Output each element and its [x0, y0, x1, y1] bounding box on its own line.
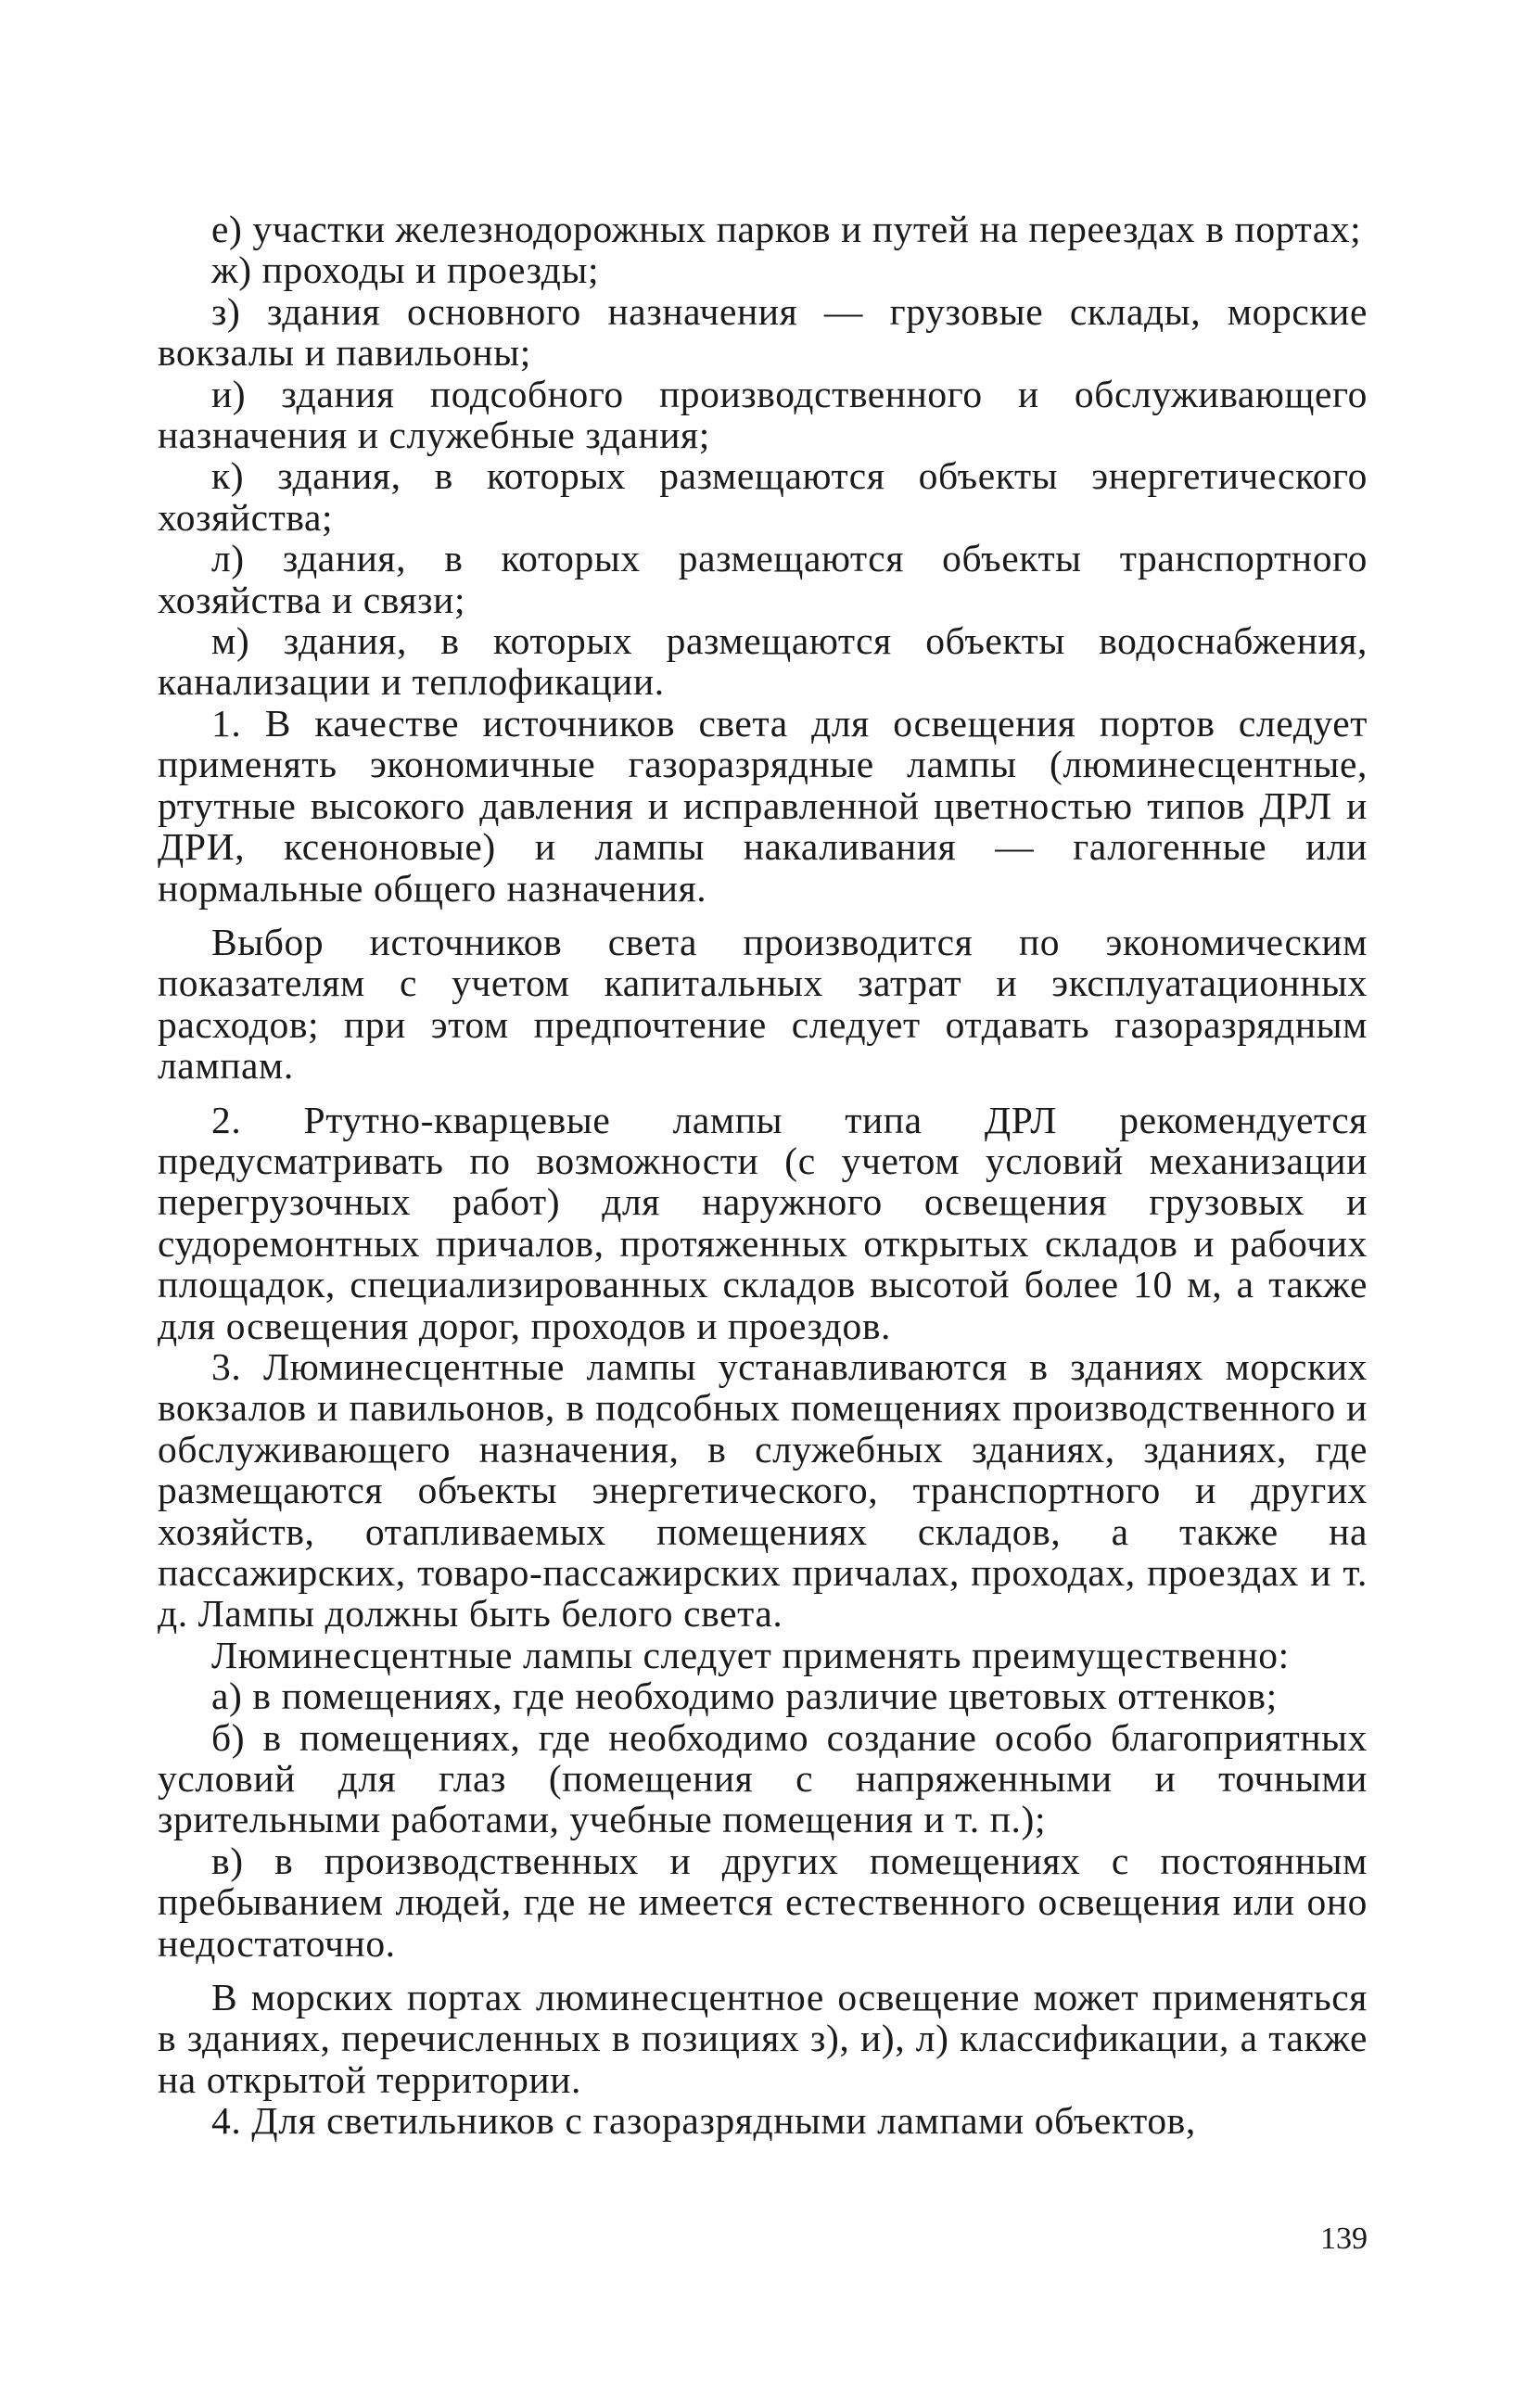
paragraph-section-4: 4. Для светильников с газоразрядными лампами объектов, — [211, 2099, 1196, 2143]
paragraph-item-z: з) здания основного назначения — грузовые склады, морские вокзалы и павильоны; — [158, 289, 1368, 375]
paragraph-light-source-choice: Выбор источников света производится по экономическим показателям с учетом капитальных затрат и эксплуатационных расходов; при этом предпочтение следует отдавать газоразрядным лампам. — [158, 920, 1368, 1088]
paragraph-item-l: л) здания, в которых размещаются объекты транспортного хозяйства и связи; — [158, 537, 1368, 621]
paragraph-fluorescent-usage: Люминесцентные лампы следует применять преимущественно: — [211, 1633, 1290, 1676]
page-text — [158, 209, 1368, 2142]
paragraph-sea-ports: В морских портах люминесцентное освещение может применяться в зданиях, перечисленных в позициях з), и), л) классификации, а также на открытой территории. — [158, 1976, 1368, 2101]
paragraph-section-1: 1. В качестве источников света для освещения портов следует применять экономичные газоразрядные лампы (люминесцентные, ртутные высокого давления и исправленной цветностью типов ДРЛ и ДРИ, ксеноновые) и лампы накаливания — галогенные или нормальные общего назначения. — [158, 701, 1368, 910]
paragraph-item-i: и) здания подсобного производственного и обслуживающего назначения и служебные здания; — [158, 372, 1368, 457]
paragraph-item-zh: ж) проходы и проезды; — [211, 248, 600, 292]
paragraph-section-2: 2. Ртутно-кварцевые лампы типа ДРЛ рекомендуется предусматривать по возможности (с учетом условий механизации перегрузочных работ) для наружного освещения грузовых и судоремонтных причалов, протяженных открытых складов и рабочих площадок, специализированных складов высотой более 10 м, а также для освещения дорог, проходов и проездов. — [158, 1098, 1368, 1347]
paragraph-section-3: 3. Люминесцентные лампы устанавливаются в зданиях морских вокзалов и павильонов, в подсобных помещениях производственного и обслуживающего назначения, в служебных зданиях, зданиях, где размещаются объекты энергетического, транспортного и других хозяйств, отапливаемых помещениях складов, а также на пассажирских, товаро-пассажирских причалах, проходах, проездах и т. д. Лампы должны быть белого света. — [158, 1344, 1368, 1636]
paragraph-item-v: в) в производственных и других помещениях с постоянным пребыванием людей, где не имеется естественного освещения или оно недостаточно. — [158, 1839, 1368, 1965]
paragraph-item-a: а) в помещениях, где необходимо различие цветовых оттенков; — [211, 1674, 1278, 1718]
paragraph-item-b: б) в помещениях, где необходимо создание особо благоприятных условий для глаз (помещения с напряженными и точными зрительными работами, учебные помещения и т. п.); — [158, 1715, 1368, 1841]
paragraph-item-k: к) здания, в которых размещаются объекты энергетического хозяйства; — [158, 454, 1368, 539]
paragraph-item-e: е) участки железнодорожных парков и путей на переездах в портах; — [211, 208, 1362, 250]
page-number: 139 — [1320, 2222, 1368, 2256]
paragraph-item-m: м) здания, в которых размещаются объекты водоснабжения, канализации и теплофикации. — [158, 619, 1368, 704]
